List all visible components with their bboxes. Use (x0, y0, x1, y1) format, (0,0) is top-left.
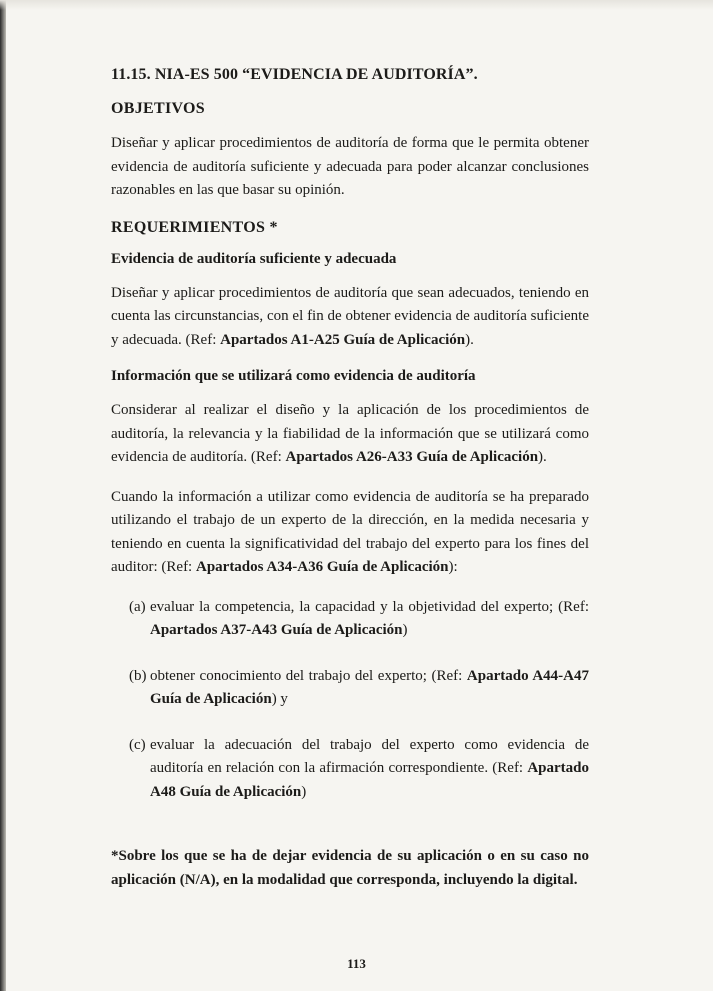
paragraph-text: Considerar al realizar el diseño y la aplicación de los procedimientos de auditoría, la relevancia y la fiabilidad de la información que se utilizará como evidencia de auditoría. (Ref: (111, 402, 589, 465)
objetivos-text: Diseñar y aplicar procedimientos de auditoría de forma que le permita obtener evidencia de auditoría suficiente y adecuada para poder alcanzar conclusiones razonables en las que basar su opinión. (111, 135, 589, 198)
paragraph-evidencia (111, 282, 589, 353)
subheading-evidencia: Evidencia de auditoría suficiente y adecuada (111, 250, 397, 267)
footnote: *Sobre los que se ha de dejar evidencia de su aplicación o en su caso no aplicación (N/A), en la modalidad que corresponda, incluyendo la digital. (111, 848, 589, 888)
paragraph-informacion-2 (111, 486, 589, 580)
objetivos-label: OBJETIVOS (111, 100, 205, 117)
list-item (129, 596, 589, 643)
list-item-end: ) (402, 622, 408, 638)
paragraph-end: ): (448, 559, 458, 575)
list-item-end: ) y (271, 691, 288, 707)
reference: Apartados A37-A43 Guía de Aplicación (150, 622, 403, 638)
list-item-end: ) (301, 783, 307, 800)
paragraph-end: ). (465, 331, 474, 348)
section-heading: 11.15. NIA-ES 500 “EVIDENCIA DE AUDITORÍA”. (111, 66, 478, 83)
reference: Apartados A34-A36 Guía de Aplicación (195, 559, 449, 575)
paragraph-informacion-1 (111, 399, 589, 470)
list-item-text (150, 665, 589, 712)
list-item (129, 734, 589, 805)
list-item-text (150, 596, 589, 643)
paragraph-end: ). (538, 449, 547, 465)
requerimientos-label: REQUERIMIENTOS * (111, 218, 278, 236)
requirements-list (129, 596, 589, 805)
reference: Apartado A48 Guía de Aplicación (150, 760, 589, 800)
reference: Apartados A1-A25 Guía de Aplicación (220, 331, 466, 348)
paragraph-text: Diseñar y aplicar procedimientos de auditoría que sean adecuados, teniendo en cuenta las circunstancias, con el fin de obtener evidencia de auditoría suficiente y adecuada. (Ref: (111, 284, 589, 348)
reference: Apartados A26-A33 Guía de Aplicación (285, 449, 539, 465)
subheading-informacion: Información que se utilizará como evidencia de auditoría (111, 368, 476, 384)
page-number: 113 (347, 956, 366, 971)
list-marker: (b) (129, 667, 147, 684)
list-marker: (a) (129, 598, 146, 615)
list-item (129, 665, 589, 712)
document-body (111, 66, 589, 892)
page-binding-edge (0, 0, 6, 991)
page-top-shadow (0, 0, 713, 10)
list-item-body: evaluar la competencia, la capacidad y la objetividad del experto; (Ref: (150, 598, 589, 615)
list-item-body: evaluar la adecuación del trabajo del experto como evidencia de auditoría en relación con la afirmación correspondiente. (Ref: (150, 736, 589, 776)
list-marker: (c) (129, 736, 146, 753)
list-item-body: obtener conocimiento del trabajo del experto; (Ref: (150, 667, 467, 684)
paragraph-text: Cuando la información a utilizar como evidencia de auditoría se ha preparado utilizando el trabajo de un experto de la dirección, en la medida necesaria y teniendo en cuenta la significatividad del trabajo del experto para los fines del auditor: (Ref: (111, 488, 589, 575)
list-item-text (150, 734, 589, 805)
reference: Apartado A44-A47 Guía de Aplicación (150, 667, 589, 707)
